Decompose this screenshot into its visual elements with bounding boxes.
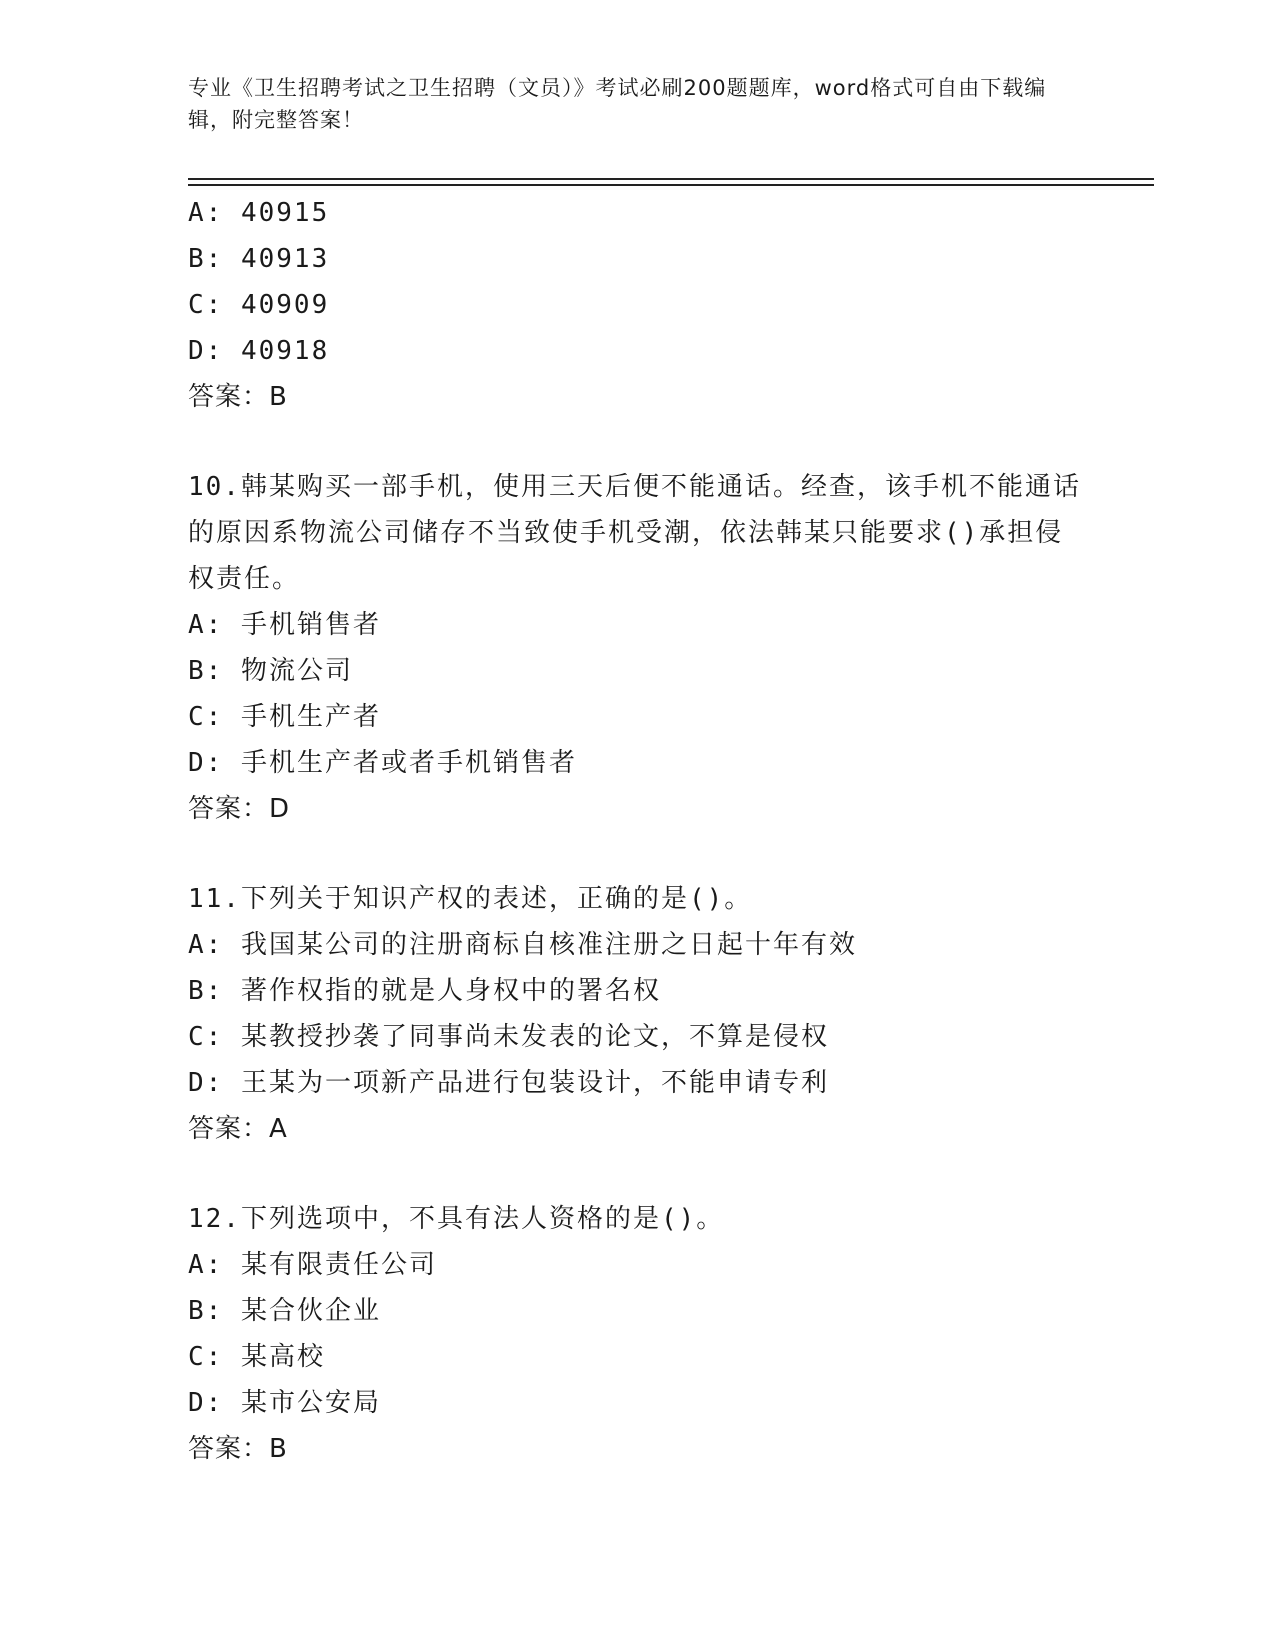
- answer-line: 答案：B: [188, 382, 288, 412]
- option-d: D: 40918: [188, 336, 330, 366]
- question-12: [188, 1196, 1088, 1472]
- option-d: D: 某市公安局: [188, 1388, 381, 1418]
- option-c: C: 某高校: [188, 1342, 325, 1372]
- question-text: 11.下列关于知识产权的表述，正确的是()。: [188, 884, 753, 914]
- header-rule-thin: [188, 178, 1154, 180]
- option-c: C: 40909: [188, 290, 330, 320]
- option-a: A: 手机销售者: [188, 610, 381, 640]
- question-10: [188, 464, 1088, 832]
- header-rule-thick: [188, 184, 1154, 186]
- document-header: 专业《卫生招聘考试之卫生招聘（文员）》考试必刷200题题库，word格式可自由下载编辑，附完整答案！: [188, 76, 1047, 132]
- question-11: [188, 876, 1088, 1152]
- answer-line: 答案：D: [188, 794, 291, 824]
- option-c: C: 某教授抄袭了同事尚未发表的论文，不算是侵权: [188, 1022, 829, 1052]
- answer-line: 答案：B: [188, 1434, 288, 1464]
- option-d: D: 王某为一项新产品进行包装设计，不能申请专利: [188, 1068, 829, 1098]
- option-c: C: 手机生产者: [188, 702, 381, 732]
- option-d: D: 手机生产者或者手机销售者: [188, 748, 577, 778]
- question-9-continued: [188, 190, 1088, 420]
- question-list: [188, 190, 1088, 1472]
- option-b: B: 物流公司: [188, 656, 353, 686]
- option-a: A: 某有限责任公司: [188, 1250, 437, 1280]
- option-b: B: 著作权指的就是人身权中的署名权: [188, 976, 661, 1006]
- option-a: A: 40915: [188, 198, 330, 228]
- option-b: B: 某合伙企业: [188, 1296, 381, 1326]
- question-text: 12.下列选项中，不具有法人资格的是()。: [188, 1204, 725, 1234]
- question-text: 10.韩某购买一部手机，使用三天后便不能通话。经查，该手机不能通话的原因系物流公司储存不当致使手机受潮，依法韩某只能要求()承担侵权责任。: [188, 472, 1081, 594]
- option-b: B: 40913: [188, 244, 330, 274]
- answer-line: 答案：A: [188, 1114, 288, 1144]
- option-a: A: 我国某公司的注册商标自核准注册之日起十年有效: [188, 930, 857, 960]
